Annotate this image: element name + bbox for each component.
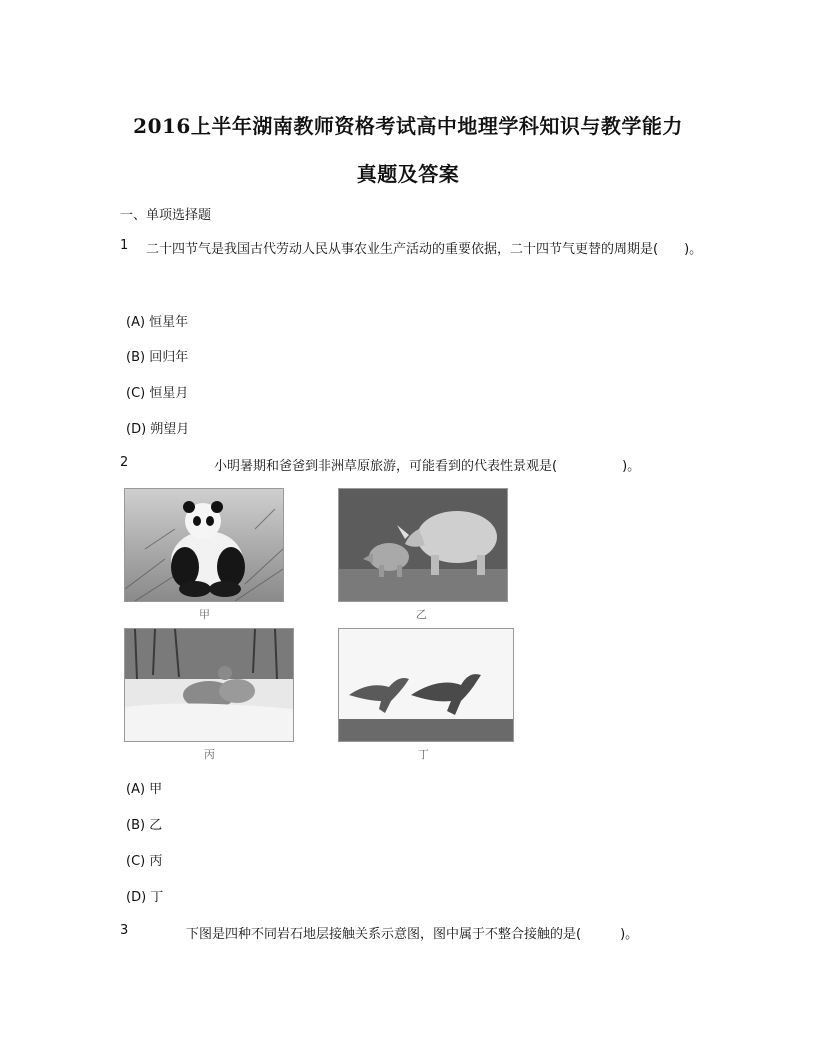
- question-3-number: 3: [120, 923, 129, 938]
- photo-kangaroo: [338, 628, 514, 742]
- question-1-option-a: (A) 恒星年: [126, 315, 189, 330]
- caption-yi: 乙: [416, 608, 427, 621]
- question-2-option-c: (C) 丙: [126, 854, 163, 869]
- question-1-option-d: (D) 朔望月: [126, 422, 190, 437]
- question-1-option-c: (C) 恒星月: [126, 386, 189, 401]
- question-1-number: 1: [120, 238, 129, 253]
- question-2-option-b: (B) 乙: [126, 818, 163, 833]
- photo-snow-animals: [124, 628, 294, 742]
- question-1-option-b: (B) 回归年: [126, 350, 189, 365]
- document-title-line1: 2016上半年湖南教师资格考试高中地理学科知识与教学能力: [133, 114, 683, 138]
- question-2-text: 小明暑期和爸爸到非洲草原旅游，可能看到的代表性景观是( )。: [214, 459, 641, 474]
- question-2-option-d: (D) 丁: [126, 890, 164, 905]
- question-2-option-a: (A) 甲: [126, 782, 163, 797]
- photo-rhino: [338, 488, 508, 602]
- caption-jia: 甲: [199, 608, 210, 621]
- question-3-text: 下图是四种不同岩石地层接触关系示意图，图中属于不整合接触的是( )。: [186, 927, 639, 942]
- question-2-number: 2: [120, 455, 129, 470]
- caption-ding: 丁: [418, 748, 429, 761]
- question-1-text: 二十四节气是我国古代劳动人民从事农业生产活动的重要依据，二十四节气更替的周期是( )。: [146, 242, 703, 257]
- section-heading: 一、单项选择题: [120, 208, 212, 223]
- caption-bing: 丙: [204, 748, 215, 761]
- document-title-line2: 真题及答案: [356, 162, 460, 186]
- photo-panda: [124, 488, 284, 602]
